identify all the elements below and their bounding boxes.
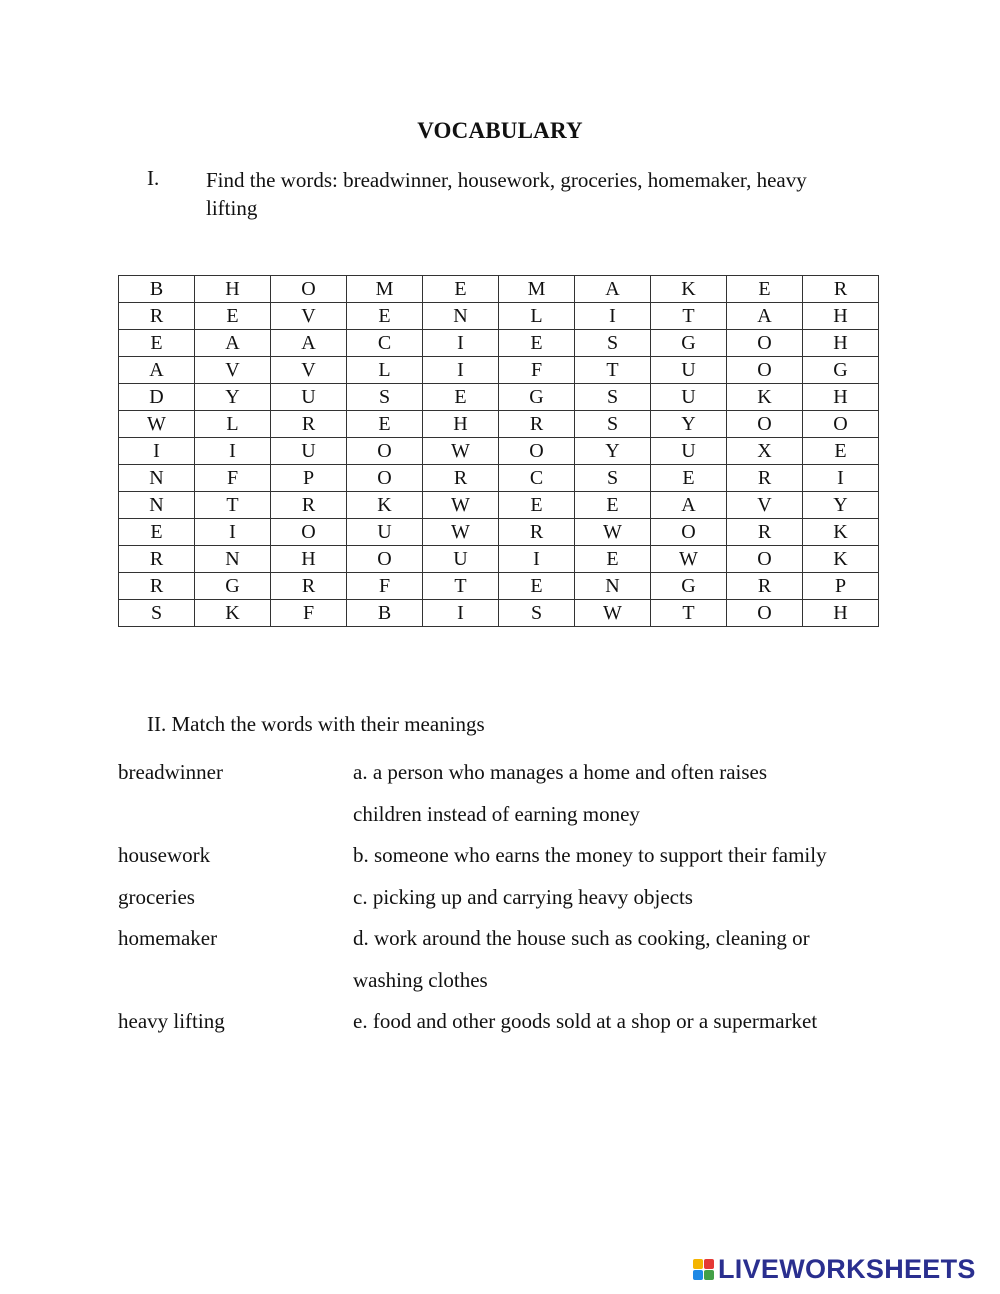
grid-cell: P bbox=[803, 573, 879, 600]
grid-cell: F bbox=[271, 600, 347, 627]
match-definition: b. someone who earns the money to support their family bbox=[353, 843, 827, 867]
grid-cell: H bbox=[803, 384, 879, 411]
grid-cell: H bbox=[271, 546, 347, 573]
grid-cell: W bbox=[423, 492, 499, 519]
grid-row bbox=[119, 546, 879, 573]
grid-cell: S bbox=[575, 411, 651, 438]
grid-cell: R bbox=[119, 546, 195, 573]
grid-cell: W bbox=[651, 546, 727, 573]
grid-cell: I bbox=[499, 546, 575, 573]
grid-cell: O bbox=[347, 465, 423, 492]
grid-cell: N bbox=[195, 546, 271, 573]
logo-square bbox=[693, 1270, 703, 1280]
grid-cell: A bbox=[651, 492, 727, 519]
grid-cell: I bbox=[423, 330, 499, 357]
grid-cell: R bbox=[119, 303, 195, 330]
grid-cell: T bbox=[423, 573, 499, 600]
section1-number: I. bbox=[147, 166, 160, 190]
grid-cell: O bbox=[347, 546, 423, 573]
grid-cell: O bbox=[727, 411, 803, 438]
grid-cell: O bbox=[727, 357, 803, 384]
section1-instruction: Find the words: breadwinner, housework, groceries, homemaker, heavy lifting bbox=[206, 168, 807, 220]
grid-cell: X bbox=[727, 438, 803, 465]
grid-row bbox=[119, 600, 879, 627]
logo-square bbox=[693, 1259, 703, 1269]
grid-cell: L bbox=[347, 357, 423, 384]
grid-cell: K bbox=[195, 600, 271, 627]
match-definition: c. picking up and carrying heavy objects bbox=[353, 884, 693, 909]
grid-cell: O bbox=[727, 600, 803, 627]
grid-cell: U bbox=[423, 546, 499, 573]
grid-cell: E bbox=[423, 384, 499, 411]
grid-cell: I bbox=[423, 357, 499, 384]
grid-cell: I bbox=[195, 519, 271, 546]
grid-cell: K bbox=[651, 276, 727, 303]
grid-cell: W bbox=[119, 411, 195, 438]
grid-cell: U bbox=[651, 384, 727, 411]
grid-cell: F bbox=[499, 357, 575, 384]
grid-row bbox=[119, 303, 879, 330]
grid-cell: G bbox=[499, 384, 575, 411]
match-list bbox=[118, 752, 898, 1043]
section2-heading: II. Match the words with their meanings bbox=[147, 712, 485, 736]
match-row bbox=[118, 877, 898, 919]
grid-cell: E bbox=[651, 465, 727, 492]
match-row bbox=[118, 794, 898, 836]
grid-cell: E bbox=[575, 546, 651, 573]
grid-cell: I bbox=[423, 600, 499, 627]
grid-cell: A bbox=[575, 276, 651, 303]
grid-cell: O bbox=[803, 411, 879, 438]
liveworksheets-logo bbox=[693, 1254, 976, 1285]
grid-cell: R bbox=[271, 492, 347, 519]
grid-cell: S bbox=[119, 600, 195, 627]
match-word: groceries bbox=[118, 884, 195, 909]
grid-cell: G bbox=[651, 573, 727, 600]
grid-row bbox=[119, 492, 879, 519]
match-word: breadwinner bbox=[118, 760, 223, 784]
match-word bbox=[118, 794, 353, 836]
grid-row bbox=[119, 276, 879, 303]
grid-cell: Y bbox=[575, 438, 651, 465]
grid-cell: G bbox=[195, 573, 271, 600]
grid-cell: I bbox=[803, 465, 879, 492]
grid-cell: S bbox=[347, 384, 423, 411]
logo-text: LIVEWORKSHEETS bbox=[718, 1254, 976, 1284]
grid-cell: F bbox=[195, 465, 271, 492]
grid-cell: M bbox=[347, 276, 423, 303]
grid-cell: R bbox=[727, 573, 803, 600]
grid-cell: H bbox=[803, 303, 879, 330]
grid-cell: U bbox=[651, 438, 727, 465]
grid-cell: D bbox=[119, 384, 195, 411]
grid-cell: Y bbox=[803, 492, 879, 519]
grid-cell: V bbox=[271, 357, 347, 384]
match-word bbox=[118, 960, 353, 1002]
grid-cell: E bbox=[347, 303, 423, 330]
match-definition: a. a person who manages a home and often raises bbox=[353, 760, 768, 784]
match-row bbox=[118, 960, 898, 1002]
grid-cell: R bbox=[119, 573, 195, 600]
grid-cell: T bbox=[195, 492, 271, 519]
grid-cell: U bbox=[347, 519, 423, 546]
grid-cell: E bbox=[119, 519, 195, 546]
grid-cell: N bbox=[575, 573, 651, 600]
grid-cell: L bbox=[195, 411, 271, 438]
match-definition: washing clothes bbox=[353, 967, 488, 992]
grid-cell: T bbox=[651, 600, 727, 627]
match-definition: children instead of earning money bbox=[353, 801, 640, 826]
grid-cell: A bbox=[271, 330, 347, 357]
grid-cell: E bbox=[727, 276, 803, 303]
grid-cell: L bbox=[499, 303, 575, 330]
grid-cell: F bbox=[347, 573, 423, 600]
grid-cell: G bbox=[651, 330, 727, 357]
grid-cell: S bbox=[575, 465, 651, 492]
grid-cell: O bbox=[271, 519, 347, 546]
grid-cell: I bbox=[575, 303, 651, 330]
grid-row bbox=[119, 519, 879, 546]
grid-cell: R bbox=[271, 411, 347, 438]
grid-cell: N bbox=[119, 492, 195, 519]
grid-cell: U bbox=[651, 357, 727, 384]
match-row bbox=[118, 918, 898, 960]
grid-cell: E bbox=[803, 438, 879, 465]
grid-cell: Y bbox=[195, 384, 271, 411]
grid-cell: R bbox=[499, 411, 575, 438]
grid-cell: G bbox=[803, 357, 879, 384]
grid-cell: R bbox=[271, 573, 347, 600]
grid-cell: O bbox=[651, 519, 727, 546]
grid-cell: U bbox=[271, 384, 347, 411]
grid-cell: E bbox=[423, 276, 499, 303]
grid-cell: T bbox=[651, 303, 727, 330]
grid-cell: R bbox=[803, 276, 879, 303]
grid-cell: H bbox=[195, 276, 271, 303]
logo-square bbox=[704, 1270, 714, 1280]
grid-cell: W bbox=[423, 438, 499, 465]
grid-cell: O bbox=[499, 438, 575, 465]
grid-cell: V bbox=[727, 492, 803, 519]
grid-cell: O bbox=[271, 276, 347, 303]
grid-cell: H bbox=[803, 600, 879, 627]
grid-row bbox=[119, 357, 879, 384]
grid-cell: E bbox=[119, 330, 195, 357]
grid-cell: W bbox=[575, 519, 651, 546]
grid-cell: O bbox=[727, 330, 803, 357]
grid-cell: E bbox=[195, 303, 271, 330]
grid-row bbox=[119, 330, 879, 357]
grid-cell: C bbox=[347, 330, 423, 357]
match-word: heavy lifting bbox=[118, 1009, 225, 1033]
grid-cell: H bbox=[423, 411, 499, 438]
grid-cell: K bbox=[803, 519, 879, 546]
liveworksheets-logo-icon bbox=[693, 1259, 714, 1280]
grid-cell: E bbox=[499, 492, 575, 519]
grid-cell: B bbox=[347, 600, 423, 627]
grid-cell: U bbox=[271, 438, 347, 465]
word-search-grid bbox=[118, 275, 879, 627]
match-row bbox=[118, 835, 898, 877]
grid-cell: B bbox=[119, 276, 195, 303]
grid-cell: K bbox=[803, 546, 879, 573]
grid-cell: R bbox=[423, 465, 499, 492]
grid-cell: V bbox=[271, 303, 347, 330]
grid-cell: A bbox=[119, 357, 195, 384]
grid-cell: N bbox=[119, 465, 195, 492]
grid-cell: K bbox=[727, 384, 803, 411]
grid-cell: P bbox=[271, 465, 347, 492]
grid-cell: H bbox=[803, 330, 879, 357]
grid-cell: V bbox=[195, 357, 271, 384]
grid-cell: E bbox=[499, 330, 575, 357]
grid-cell: O bbox=[727, 546, 803, 573]
grid-cell: N bbox=[423, 303, 499, 330]
grid-cell: W bbox=[423, 519, 499, 546]
grid-row bbox=[119, 465, 879, 492]
grid-cell: S bbox=[575, 330, 651, 357]
grid-cell: W bbox=[575, 600, 651, 627]
grid-cell: A bbox=[195, 330, 271, 357]
grid-cell: M bbox=[499, 276, 575, 303]
grid-row bbox=[119, 438, 879, 465]
grid-cell: I bbox=[195, 438, 271, 465]
grid-cell: T bbox=[575, 357, 651, 384]
match-word: homemaker bbox=[118, 926, 218, 950]
grid-cell: E bbox=[347, 411, 423, 438]
grid-row bbox=[119, 411, 879, 438]
match-row bbox=[118, 1001, 898, 1043]
grid-cell: R bbox=[499, 519, 575, 546]
grid-cell: I bbox=[119, 438, 195, 465]
grid-cell: S bbox=[575, 384, 651, 411]
grid-cell: E bbox=[575, 492, 651, 519]
match-definition: e. food and other goods sold at a shop or a supermarket bbox=[353, 1009, 818, 1033]
match-row bbox=[118, 752, 898, 794]
match-definition: d. work around the house such as cooking, cleaning or bbox=[353, 926, 810, 950]
logo-square bbox=[704, 1259, 714, 1269]
grid-cell: Y bbox=[651, 411, 727, 438]
grid-cell: S bbox=[499, 600, 575, 627]
grid-cell: R bbox=[727, 465, 803, 492]
match-word: housework bbox=[118, 843, 211, 867]
grid-cell: A bbox=[727, 303, 803, 330]
grid-cell: K bbox=[347, 492, 423, 519]
page-title: VOCABULARY bbox=[417, 118, 583, 143]
grid-row bbox=[119, 384, 879, 411]
grid-cell: C bbox=[499, 465, 575, 492]
grid-cell: R bbox=[727, 519, 803, 546]
grid-row bbox=[119, 573, 879, 600]
grid-cell: O bbox=[347, 438, 423, 465]
grid-cell: E bbox=[499, 573, 575, 600]
